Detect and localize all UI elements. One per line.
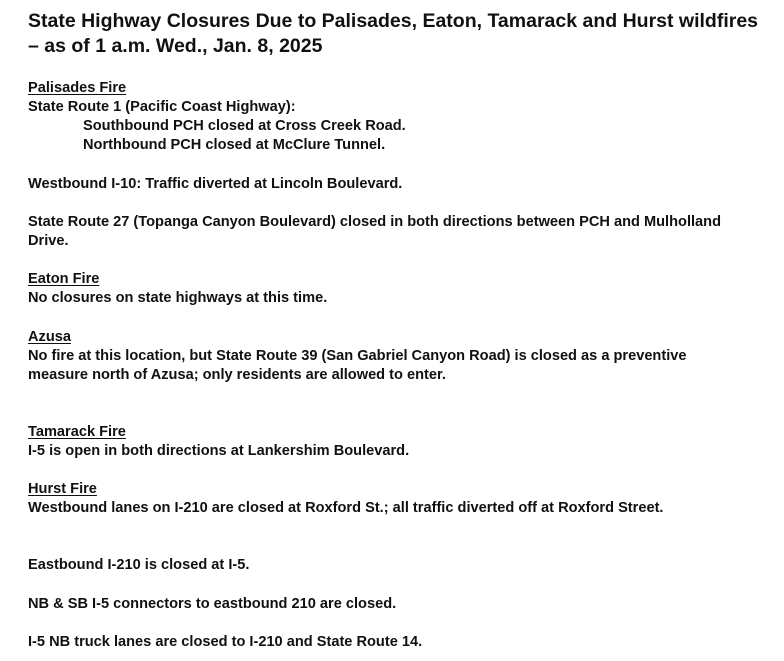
azusa-heading: Azusa [28,329,71,345]
palisades-fire-heading: Palisades Fire [28,80,127,96]
westbound-i210-closure: Westbound lanes on I-210 are closed at Roxford St.; all traffic diverted off at Roxford Street. [28,500,664,516]
eastbound-i210-closure: Eastbound I-210 is closed at I-5. [28,557,250,573]
i5-connectors-closure: NB & SB I-5 connectors to eastbound 210 are closed. [28,596,397,612]
southbound-pch-closure: Southbound PCH closed at Cross Creek Road. [83,118,406,134]
hurst-fire-heading: Hurst Fire [28,481,97,497]
azusa-route-39-closure: No fire at this location, but State Route 39 (San Gabriel Canyon Road) is closed as a preventive measure north of Azusa; only residents are allowed to enter. [28,348,687,383]
route-27-closure: State Route 27 (Topanga Canyon Boulevard) closed in both directions between PCH and Mulholland Drive. [28,214,721,249]
document-title: State Highway Closures Due to Palisades, Eaton, Tamarack and Hurst wildfires – as of 1 a.m. Wed., Jan. 8, 2025 [28,10,759,57]
route-1-intro: State Route 1 (Pacific Coast Highway): [28,99,296,115]
i5-truck-lanes-closure: I-5 NB truck lanes are closed to I-210 and State Route 14. [28,634,423,650]
tamarack-i5-status: I-5 is open in both directions at Lankershim Boulevard. [28,443,410,459]
eaton-fire-heading: Eaton Fire [28,271,100,287]
westbound-i10-diversion: Westbound I-10: Traffic diverted at Lincoln Boulevard. [28,176,403,192]
tamarack-fire-heading: Tamarack Fire [28,424,126,440]
northbound-pch-closure: Northbound PCH closed at McClure Tunnel. [83,137,386,153]
eaton-fire-status: No closures on state highways at this time. [28,290,328,306]
